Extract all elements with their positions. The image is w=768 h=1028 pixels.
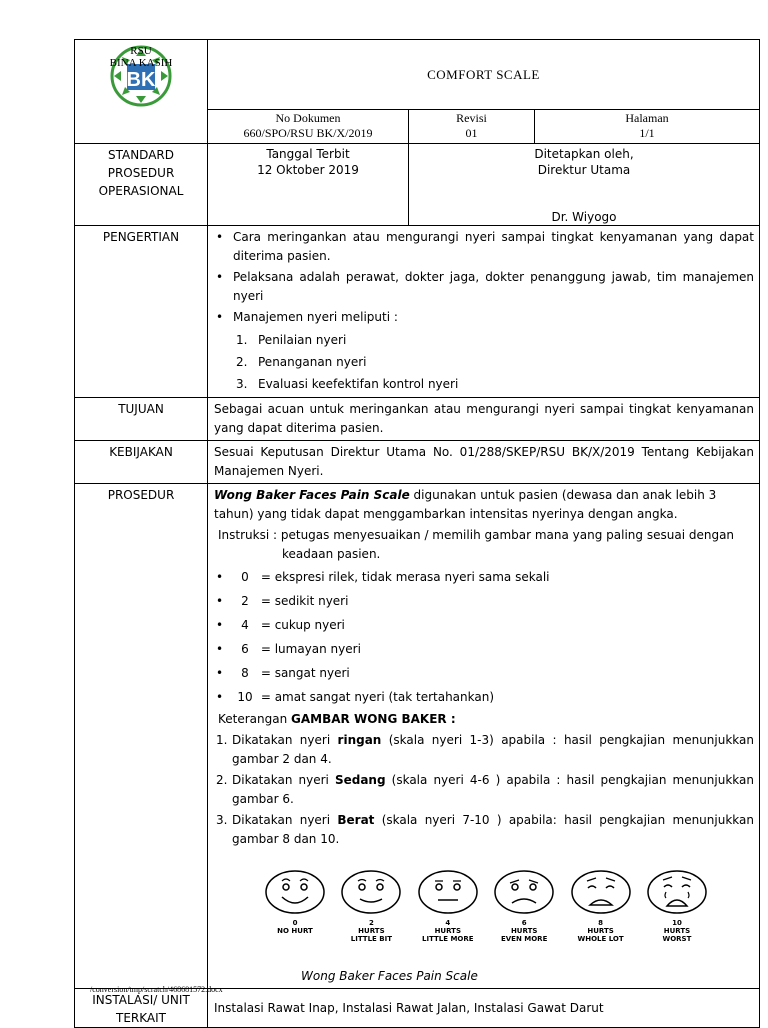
scale-text: = sangat nyeri [260, 666, 350, 680]
prosedur-label: PROSEDUR [75, 484, 208, 989]
list-item: • Pelaksana adalah perawat, dokter jaga, dokter penanggung jawab, tim manajemen nyeri [214, 268, 754, 306]
face-num: 10 [672, 919, 682, 927]
keterangan-heading [214, 710, 754, 729]
face-4 [415, 869, 481, 943]
instalasi-label-line1: INSTALASI/ UNIT [92, 993, 190, 1007]
no-dokumen-label: No Dokumen [275, 111, 341, 125]
list-num: 2. [236, 355, 248, 369]
svg-text:BINA KASIH: BINA KASIH [109, 57, 173, 69]
scale-num: 10 [237, 690, 253, 704]
list-item: • Cara meringankan atau mengurangi nyeri sampai tingkat kenyamanan yang dapat diterima pasien. [214, 228, 754, 266]
face-label-1: HURTS [663, 927, 691, 935]
revisi-cell [409, 110, 535, 144]
face-hurts-little-more-icon [417, 869, 479, 915]
ditetapkan-nama: Dr. Wiyogo [551, 210, 617, 224]
sop-document-table [74, 39, 760, 1028]
kriteria-pre: Dikatakan nyeri [232, 813, 338, 827]
list-item [214, 373, 754, 395]
tanggal-terbit-label: Tanggal Terbit [266, 147, 350, 161]
intro-rest: digunakan untuk pasien (dewasa dan anak lebih 3 tahun) yang tidak dapat menggambarkan intensitas nyerinya dengan angka. [214, 488, 717, 521]
face-label-2: LITTLE MORE [422, 935, 474, 943]
sop-label-line3: OPERASIONAL [98, 184, 184, 198]
pengertian-label: PENGERTIAN [75, 226, 208, 398]
face-label-1: NO HURT [277, 927, 313, 935]
face-label-2: WORST [662, 935, 692, 943]
scale-text: = lumayan nyeri [260, 642, 361, 656]
kriteria-post: (skala nyeri 7-10 ) apabila: hasil pengkajian menunjukkan gambar 8 dan 10. [232, 813, 754, 846]
ditetapkan-label: Ditetapkan oleh, [534, 147, 634, 161]
instruksi [214, 526, 754, 564]
instruksi-text-2: keadaan pasien. [282, 547, 381, 561]
face-6 [491, 869, 557, 943]
face-label-2: LITTLE BIT [350, 935, 392, 943]
intro-italic: Wong Baker Faces Pain Scale [214, 488, 410, 502]
scale-num: 6 [241, 642, 249, 656]
list-num: 2. [216, 773, 228, 787]
kriteria-pre: Dikatakan nyeri [232, 773, 335, 787]
wong-baker-faces [262, 869, 710, 943]
halaman-label: Halaman [625, 111, 669, 125]
pengertian-content [208, 226, 760, 398]
ditetapkan-jabatan: Direktur Utama [537, 163, 631, 177]
kriteria-post: (skala nyeri 4-6 ) apabila : hasil pengkajian menunjukkan gambar 6. [232, 773, 754, 806]
keterangan-bold: GAMBAR WONG BAKER : [291, 712, 456, 726]
tanggal-terbit-cell [208, 144, 409, 226]
scale-num: 2 [241, 594, 249, 608]
keterangan-prefix: Keterangan [218, 712, 292, 726]
footer-file-path: /conversion/tmp/scratch/468681572.docx [90, 985, 223, 994]
face-label-1: HURTS [510, 927, 538, 935]
kriteria-pre: Dikatakan nyeri [232, 733, 338, 747]
face-num: 2 [368, 919, 374, 927]
face-10 [644, 869, 710, 943]
logo-cell [75, 40, 208, 144]
scale-text: = amat sangat nyeri (tak tertahankan) [260, 690, 495, 704]
list-text: Evaluasi keefektifan kontrol nyeri [258, 377, 459, 391]
list-item [214, 731, 754, 769]
face-num: 6 [521, 919, 527, 927]
face-hurts-worst-icon [646, 869, 708, 915]
list-item [214, 662, 754, 684]
sop-label [75, 144, 208, 226]
face-label-2: WHOLE LOT [577, 935, 624, 943]
tujuan-label: TUJUAN [75, 398, 208, 441]
document-title: COMFORT SCALE [208, 40, 760, 110]
list-num: 3. [216, 813, 228, 827]
instalasi-label [75, 989, 208, 1028]
list-item [214, 351, 754, 373]
no-dokumen-value: 660/SPO/RSU BK/X/2019 [243, 126, 373, 140]
no-dokumen-cell [208, 110, 409, 144]
face-num: 4 [445, 919, 451, 927]
instruksi-text: petugas menyesuaikan / memilih gambar mana yang paling sesuai dengan [280, 528, 735, 542]
face-8 [568, 869, 634, 943]
tujuan-text: Sebagai acuan untuk meringankan atau mengurangi nyeri sampai tingkat kenyamanan yang dapat diterima pasien. [208, 398, 760, 441]
pengertian-bullets [214, 228, 754, 327]
list-item [214, 771, 754, 809]
list-item [214, 811, 754, 849]
scale-text: = cukup nyeri [260, 618, 345, 632]
pengertian-numbered-list [214, 329, 754, 395]
list-item [214, 614, 754, 636]
list-text: Penilaian nyeri [258, 333, 347, 347]
list-text: Penanganan nyeri [258, 355, 367, 369]
faces-caption: Wong Baker Faces Pain Scale [301, 969, 478, 983]
list-item [214, 638, 754, 660]
scale-text: = ekspresi rilek, tidak merasa nyeri sama sekali [260, 570, 550, 584]
svg-text:RSU: RSU [130, 45, 152, 57]
list-item [214, 329, 754, 351]
kriteria-post: (skala nyeri 1-3) apabila : hasil pengkajian menunjukkan gambar 2 dan 4. [232, 733, 754, 766]
sop-label-line1: STANDARD [107, 148, 175, 162]
face-0 [262, 869, 328, 943]
face-hurts-whole-lot-icon [570, 869, 632, 915]
sop-label-line2: PROSEDUR [107, 166, 175, 180]
instalasi-text: Instalasi Rawat Inap, Instalasi Rawat Jalan, Instalasi Gawat Darut [208, 989, 760, 1028]
instruksi-label: Instruksi : [218, 528, 278, 542]
scale-text: = sedikit nyeri [260, 594, 349, 608]
kriteria-bold: ringan [337, 733, 382, 747]
scale-list [214, 566, 754, 708]
prosedur-intro [214, 486, 754, 524]
face-label-1: HURTS [434, 927, 461, 935]
kebijakan-label: KEBIJAKAN [75, 441, 208, 484]
list-item [214, 566, 754, 588]
scale-num: 0 [241, 570, 249, 584]
ditetapkan-cell [409, 144, 760, 226]
prosedur-content [208, 484, 760, 989]
kriteria-bold: Berat [337, 813, 375, 827]
hospital-logo [91, 42, 191, 108]
instalasi-label-line2: TERKAIT [116, 1011, 166, 1025]
tanggal-terbit-value: 12 Oktober 2019 [257, 163, 359, 177]
svg-text:BK: BK [126, 69, 156, 91]
face-hurts-even-more-icon [493, 869, 555, 915]
kebijakan-text: Sesuai Keputusan Direktur Utama No. 01/288/SKEP/RSU BK/X/2019 Tentang Kebijakan Manajemen Nyeri. [208, 441, 760, 484]
halaman-value: 1/1 [639, 126, 655, 140]
face-hurts-little-bit-icon [340, 869, 402, 915]
list-item: • Manajemen nyeri meliputi : [214, 308, 754, 327]
list-num: 3. [236, 377, 248, 391]
face-no-hurt-icon [264, 869, 326, 915]
halaman-cell [535, 110, 760, 144]
kriteria-bold: Sedang [334, 773, 386, 787]
scale-num: 8 [241, 666, 249, 680]
kriteria-list [214, 731, 754, 849]
face-2 [338, 869, 404, 943]
face-label-1: HURTS [587, 927, 614, 935]
list-num: 1. [236, 333, 248, 347]
list-num: 1. [216, 733, 228, 747]
list-item [214, 590, 754, 612]
face-label-1: HURTS [358, 927, 385, 935]
scale-num: 4 [241, 618, 249, 632]
revisi-label: Revisi [456, 111, 487, 125]
face-num: 8 [598, 919, 603, 927]
face-label-2: EVEN MORE [500, 935, 548, 943]
face-num: 0 [292, 919, 298, 927]
revisi-value: 01 [465, 126, 478, 140]
list-item [214, 686, 754, 708]
